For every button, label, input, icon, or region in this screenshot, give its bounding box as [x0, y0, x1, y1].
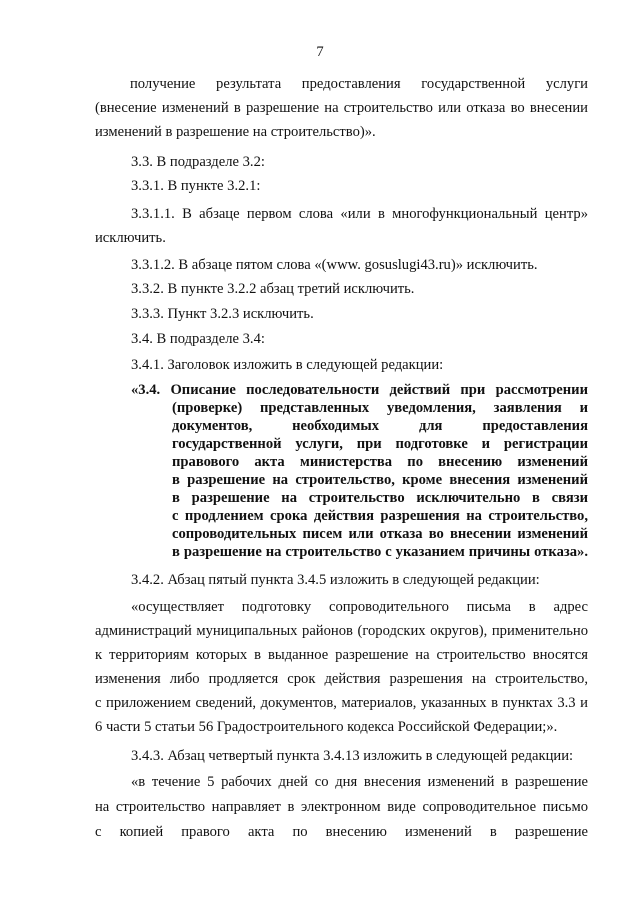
text-line: 3.3.1. В пункте 3.2.1:	[131, 178, 261, 194]
text-line: «в течение 5 рабочих дней со дня внесения изменений в разрешение	[131, 774, 588, 790]
text-line: 3.3. В подразделе 3.2:	[131, 154, 265, 170]
text-line: к территориям которых в выданное разрешение на строительство вносятся	[95, 647, 588, 663]
text-line: изменения либо продляется срок действия разрешения на строительство,	[95, 671, 588, 687]
text-line: 3.4.2. Абзац пятый пункта 3.4.5 изложить в следующей редакции:	[131, 572, 540, 588]
text-line: на строительство направляет в электронном виде сопроводительное письмо	[95, 799, 588, 815]
text-line: 6 части 5 статьи 56 Градостроительного кодекса Российской Федерации;».	[95, 719, 558, 735]
text-line: администраций муниципальных районов (городских округов), применительно	[95, 623, 588, 639]
text-line: 3.4. В подразделе 3.4:	[131, 331, 265, 347]
heading-line: в разрешение на строительство, кроме внесения изменений	[172, 472, 588, 488]
text-line: 3.4.1. Заголовок изложить в следующей редакции:	[131, 357, 444, 373]
text-line: 3.3.2. В пункте 3.2.2 абзац третий исключить.	[131, 281, 415, 297]
text-line: 3.4.3. Абзац четвертый пункта 3.4.13 изложить в следующей редакции:	[131, 748, 574, 764]
heading-line: государственной услуги, при подготовке и регистрации	[172, 436, 588, 452]
text-line: с приложением сведений, документов, материалов, указанных в пунктах 3.3 и	[95, 695, 588, 711]
text-line: изменений в разрешение на строительство)».	[95, 124, 376, 140]
text-line: (внесение изменений в разрешение на строительство или отказа во внесении	[95, 100, 588, 116]
heading-line: «3.4. Описание последовательности действий при рассмотрении	[131, 382, 588, 398]
heading-line: с продлением срока действия разрешения на строительство,	[172, 508, 588, 524]
heading-line: (проверке) представленных уведомления, заявления и	[172, 400, 588, 416]
heading-line: в разрешение на строительство исключительно в связи	[172, 490, 588, 506]
text-line: 3.3.3. Пункт 3.2.3 исключить.	[131, 306, 314, 322]
heading-line: сопроводительных писем или отказа во внесении изменений	[172, 526, 588, 542]
text-line: «осуществляет подготовку сопроводительного письма в адрес	[131, 599, 588, 615]
heading-line: документов, необходимых для предоставления	[172, 418, 588, 434]
heading-line: в разрешение на строительство с указанием причины отказа».	[172, 544, 588, 560]
text-line: получение результата предоставления государственной услуги	[130, 76, 588, 92]
text-line: 3.3.1.2. В абзаце пятом слова «(www. gosuslugi43.ru)» исключить.	[131, 257, 538, 273]
text-line: 3.3.1.1. В абзаце первом слова «или в многофункциональный центр»	[131, 206, 588, 222]
heading-line: правового акта министерства по внесению изменений	[172, 454, 588, 470]
text-line: исключить.	[95, 230, 166, 246]
text-line: с копией правого акта по внесению изменений в разрешение	[95, 824, 588, 840]
page-number: 7	[316, 44, 324, 60]
